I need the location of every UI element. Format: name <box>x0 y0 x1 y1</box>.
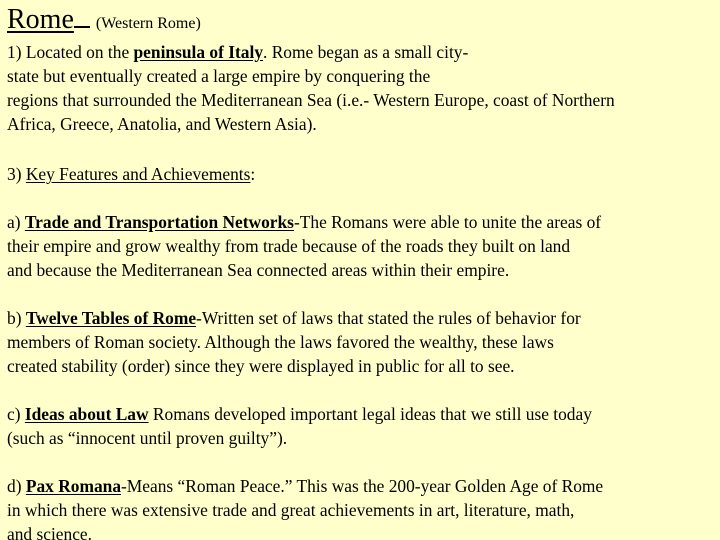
text-line: regions that surrounded the Mediterranean Sea (i.e.- Western Europe, coast of Northern <box>7 90 615 110</box>
text-line: Africa, Greece, Anatolia, and Western Asia). <box>7 114 317 134</box>
paragraph-pax-romana <box>7 474 719 540</box>
text-line: state but eventually created a large empire by conquering the <box>7 66 431 86</box>
text-line: their empire and grow wealthy from trade because of the roads they built on land <box>7 236 571 256</box>
text-run: c) <box>7 404 25 424</box>
text-run: d) <box>7 476 26 496</box>
text-line: created stability (order) since they were displayed in public for all to see. <box>7 356 515 376</box>
text-run: -The Romans were able to unite the areas of <box>293 212 602 232</box>
paragraph-key-features <box>7 162 719 186</box>
page-heading <box>7 6 201 34</box>
title-underline <box>74 26 90 28</box>
paragraph-trade <box>7 210 719 282</box>
term-peninsula-of-italy: peninsula of Italy <box>133 42 264 62</box>
text-run: Romans developed important legal ideas that we still use today <box>148 404 592 424</box>
term-twelve-tables: Twelve Tables of Rome <box>25 308 197 328</box>
text-line: members of Roman society. Although the laws favored the wealthy, these laws <box>7 332 554 352</box>
term-trade-networks: Trade and Transportation Networks <box>24 212 294 232</box>
text-line <box>7 40 719 64</box>
term-ideas-about-law: Ideas about Law <box>24 404 149 424</box>
paragraph-ideas-about-law <box>7 402 719 450</box>
text-line <box>7 306 719 330</box>
text-line <box>7 210 719 234</box>
text-run: 1) Located on the <box>7 42 134 62</box>
text-run: b) <box>7 308 26 328</box>
text-line <box>7 162 719 186</box>
text-line <box>7 474 719 498</box>
text-line <box>7 402 719 426</box>
page-subtitle: (Western Rome) <box>95 15 201 32</box>
text-run: a) <box>7 212 25 232</box>
text-line: and because the Mediterranean Sea connected areas within their empire. <box>7 260 510 280</box>
paragraph-location <box>7 40 719 136</box>
text-run: 3) <box>7 164 26 184</box>
text-run: : <box>250 164 256 184</box>
term-pax-romana: Pax Romana <box>25 476 122 496</box>
text-run: . Rome began as a small city- <box>263 42 469 62</box>
text-run: -Written set of laws that stated the rules of behavior for <box>196 308 581 328</box>
text-line: and science. <box>7 524 92 540</box>
text-line: (such as “innocent until proven guilty”). <box>7 428 288 448</box>
page-title: Rome <box>7 4 74 35</box>
paragraph-twelve-tables <box>7 306 719 378</box>
text-run: -Means “Roman Peace.” This was the 200-year Golden Age of Rome <box>121 476 604 496</box>
term-key-features: Key Features and Achievements <box>25 164 251 184</box>
text-line: in which there was extensive trade and great achievements in art, literature, math, <box>7 500 575 520</box>
